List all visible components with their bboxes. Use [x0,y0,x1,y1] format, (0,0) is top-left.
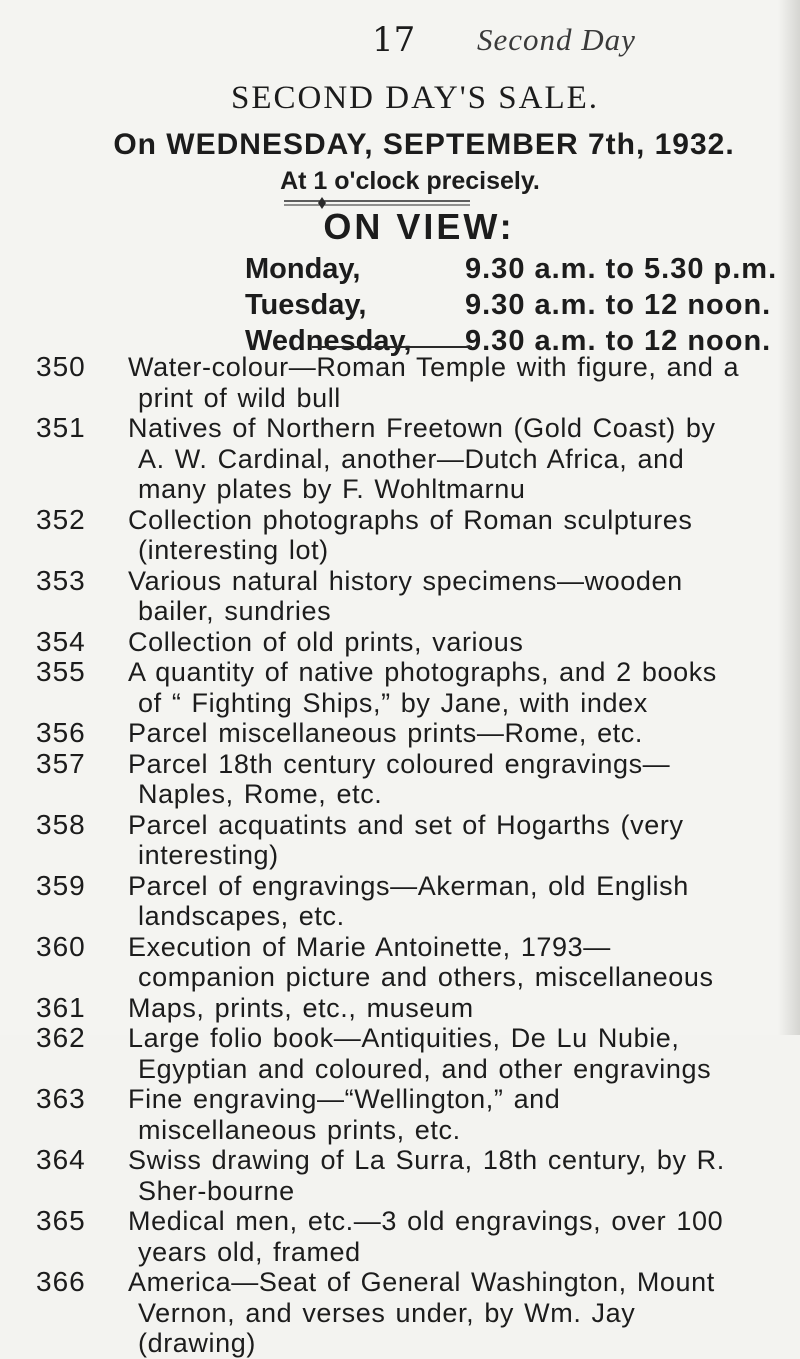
lot-description: Collection of old prints, various [128,626,524,657]
lot-number: 356 [36,717,86,748]
lot-item [0,413,800,505]
lot-item [0,657,800,718]
lot-description: Natives of Northern Freetown (Gold Coast) by A. W. Cardinal, another—Dutch Africa, and many plates by F. Wohltmarnu [128,413,716,504]
lot-number: 361 [36,991,86,1023]
lot-description: Various natural history specimens—wooden bailer, sundries [128,565,683,626]
lot-description: A quantity of native photographs, and 2 books of “ Fighting Ships,” by Jane, with index [128,657,717,718]
lot-number: 358 [36,808,86,840]
viewing-hours: 9.30 a.m. to 12 noon. [465,289,772,321]
lot-description: Parcel of engravings—Akerman, old English landscapes, etc. [128,870,689,931]
sale-title: SECOND DAY'S SALE. [230,80,600,116]
viewing-day: Wednesday, [245,325,412,357]
viewing-hours: 9.30 a.m. to 12 noon. [465,325,772,357]
page-number: 17 [372,20,416,60]
lot-number: 365 [36,1205,86,1236]
lot-number: 364 [36,1144,86,1175]
lot-number: 362 [36,1022,86,1053]
lot-item [0,749,800,810]
lot-description: Parcel 18th century coloured engravings—Naples, Rome, etc. [128,748,671,809]
lot-number: 363 [36,1083,86,1114]
lot-list [0,352,800,1359]
lot-description: Swiss drawing of La Surra, 18th century, by R. Sher-bourne [128,1145,725,1206]
lot-number: 355 [36,656,86,687]
lot-item [0,1145,800,1206]
lot-number: 354 [36,625,86,657]
lot-item [0,932,800,993]
section-name: Second Day [477,22,636,57]
lot-number: 353 [36,564,86,596]
lot-item [0,1023,800,1084]
lot-description: Water-colour—Roman Temple with figure, and a print of wild bull [128,352,740,413]
lot-item [0,871,800,932]
lot-description: Parcel miscellaneous prints—Rome, etc. [128,718,643,748]
lot-item [0,505,800,566]
lot-item [0,1267,800,1359]
viewing-hours: 9.30 a.m. to 5.30 p.m. [465,253,778,285]
lot-number: 357 [36,747,86,779]
section-divider [312,346,472,348]
lot-number: 360 [36,930,86,962]
lot-item [0,1084,800,1145]
lot-description: Collection photographs of Roman sculptures (interesting lot) [128,504,693,565]
lot-number: 352 [36,503,86,535]
lot-item [0,352,800,413]
lot-description: Medical men, etc.—3 old engravings, over 100 years old, framed [128,1206,724,1267]
lot-item [0,810,800,871]
lot-description: Large folio book—Antiquities, De Lu Nubie, Egyptian and coloured, and other engravings [128,1023,712,1084]
on-view-heading: ON VIEW: [323,206,515,247]
lot-number: 366 [36,1266,86,1297]
viewing-day: Monday, [245,253,361,285]
lot-number: 351 [36,412,86,443]
viewing-day: Tuesday, [245,289,367,321]
lot-description: Parcel acquatints and set of Hogarths (very interesting) [128,809,684,870]
running-head [0,20,800,60]
lot-description: America—Seat of General Washington, Mount Vernon, and verses under, by Wm. Jay (drawing) [128,1267,715,1358]
sale-time: At 1 o'clock precisely. [280,167,540,195]
lot-item [0,993,800,1024]
lot-number: 350 [36,351,86,382]
lot-number: 359 [36,869,86,901]
lot-item [0,1206,800,1267]
lot-item [0,627,800,658]
lot-description: Maps, prints, etc., museum [128,992,474,1023]
lot-item [0,566,800,627]
lot-description: Fine engraving—“Wellington,” and miscellaneous prints, etc. [128,1084,561,1145]
lot-description: Execution of Marie Antoinette, 1793—companion picture and others, miscellaneous [128,931,714,992]
sale-date: On WEDNESDAY, SEPTEMBER 7th, 1932. [113,128,735,161]
lot-item [0,718,800,749]
